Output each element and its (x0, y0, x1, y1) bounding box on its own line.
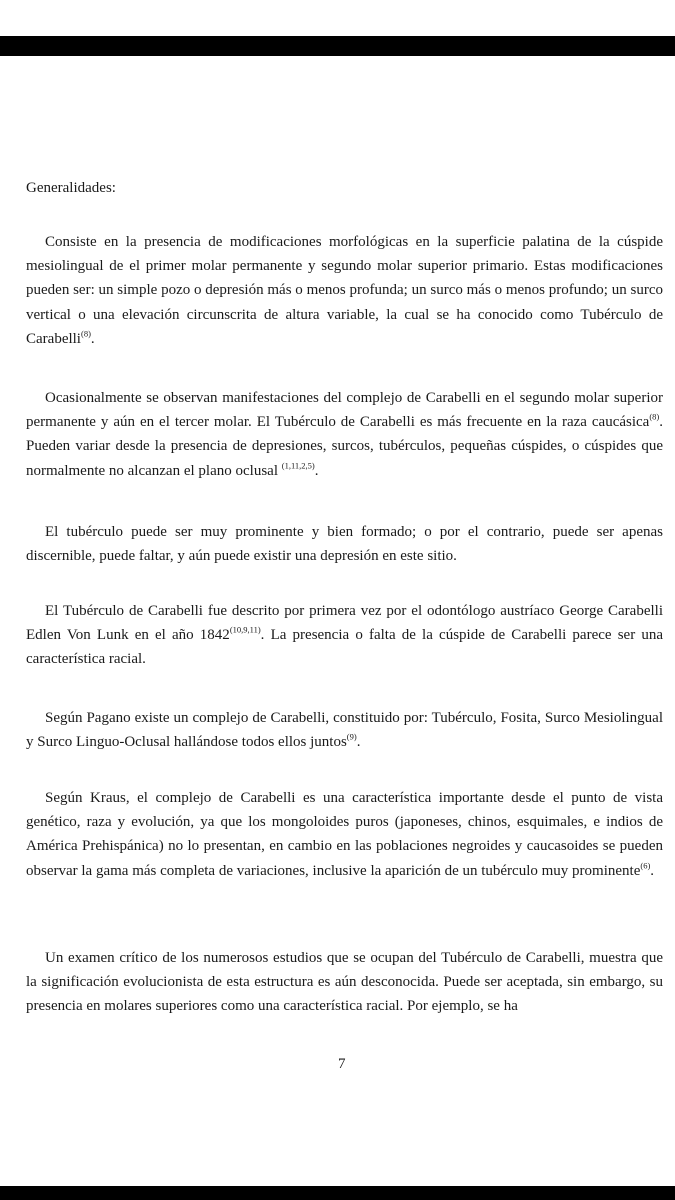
page-number: 7 (338, 1056, 346, 1072)
citation-ref: (1,11,2,5) (281, 460, 315, 471)
top-black-bar (0, 36, 675, 56)
paragraph-text: El tubérculo puede ser muy prominente y bien formado; o por el contrario, puede ser apenas discernible, puede faltar, y aún puede existir una depresión en este sitio. (26, 524, 663, 565)
paragraph-2 (26, 386, 663, 483)
citation-ref: (6) (640, 860, 651, 871)
paragraph-tail: . (314, 462, 319, 479)
paragraph-tail: . La presencia o falta de la cúspide de Carabelli parece ser una característica racial. (26, 627, 663, 668)
paragraph-text: Según Kraus, el complejo de Carabelli es una característica importante desde el punto de vista genético, raza y evolución, ya que los mongoloides puros (japoneses, chinos, esquimales, e indios de América Prehispánica) no lo presentan, en cambio en las poblaciones negroides y caucasoides se pueden observar la gama más completa de variaciones, inclusive la aparición de un tubérculo muy prominente (26, 790, 663, 879)
paragraph-tail: . (650, 862, 655, 879)
paragraph-text: Consiste en la presencia de modificaciones morfológicas en la superficie palatina de la cúspide mesiolingual de el primer molar permanente y segundo molar superior primario. Estas modificaciones pueden ser: un simple pozo o depresión más o menos profunda; un surco más o menos profundo; un surco vertical o una elevación circunscrita de altura variable, la cual se ha conocido como Tubérculo de Carabelli (26, 234, 663, 347)
citation-ref: (9) (346, 731, 357, 742)
citation-ref: (8) (649, 411, 660, 422)
paragraph-text: Ocasionalmente se observan manifestaciones del complejo de Carabelli en el segundo molar superior permanente y aún en el tercer molar. El Tubérculo de Carabelli es más frecuente en la raza caucásica (26, 390, 663, 431)
paragraph-tail: . (90, 330, 95, 347)
citation-ref: (10,9,11) (229, 624, 261, 635)
paragraph-3 (26, 520, 663, 568)
paragraph-7 (26, 946, 663, 1019)
citation-ref: (8) (80, 328, 91, 339)
bottom-black-bar (0, 1186, 675, 1200)
paragraph-1 (26, 230, 663, 351)
paragraph-6 (26, 786, 663, 883)
paragraph-text: Un examen crítico de los numerosos estudios que se ocupan del Tubérculo de Carabelli, muestra que la significación evolucionista de esta estructura es aún desconocida. Puede ser aceptada, sin embargo, su presencia en molares superiores como una característica racial. Por ejemplo, se ha (26, 950, 663, 1015)
paragraph-text: Según Pagano existe un complejo de Carabelli, constituido por: Tubérculo, Fosita, Surco Mesiolingual y Surco Linguo-Oclusal hallándose todos ellos juntos (26, 710, 663, 751)
paragraph-4 (26, 599, 663, 672)
section-heading: Generalidades: (26, 180, 116, 196)
paragraph-text: El Tubérculo de Carabelli fue descrito por primera vez por el odontólogo austríaco George Carabelli Edlen Von Lunk en el año 1842 (26, 603, 663, 644)
paragraph-text-continued: . Pueden variar desde la presencia de depresiones, surcos, tubérculos, pequeñas cúspides, o cúspides que normalmente no alcanzan el plano oclusal (26, 414, 663, 479)
paragraph-5 (26, 706, 663, 754)
paragraph-tail: . (356, 734, 361, 751)
